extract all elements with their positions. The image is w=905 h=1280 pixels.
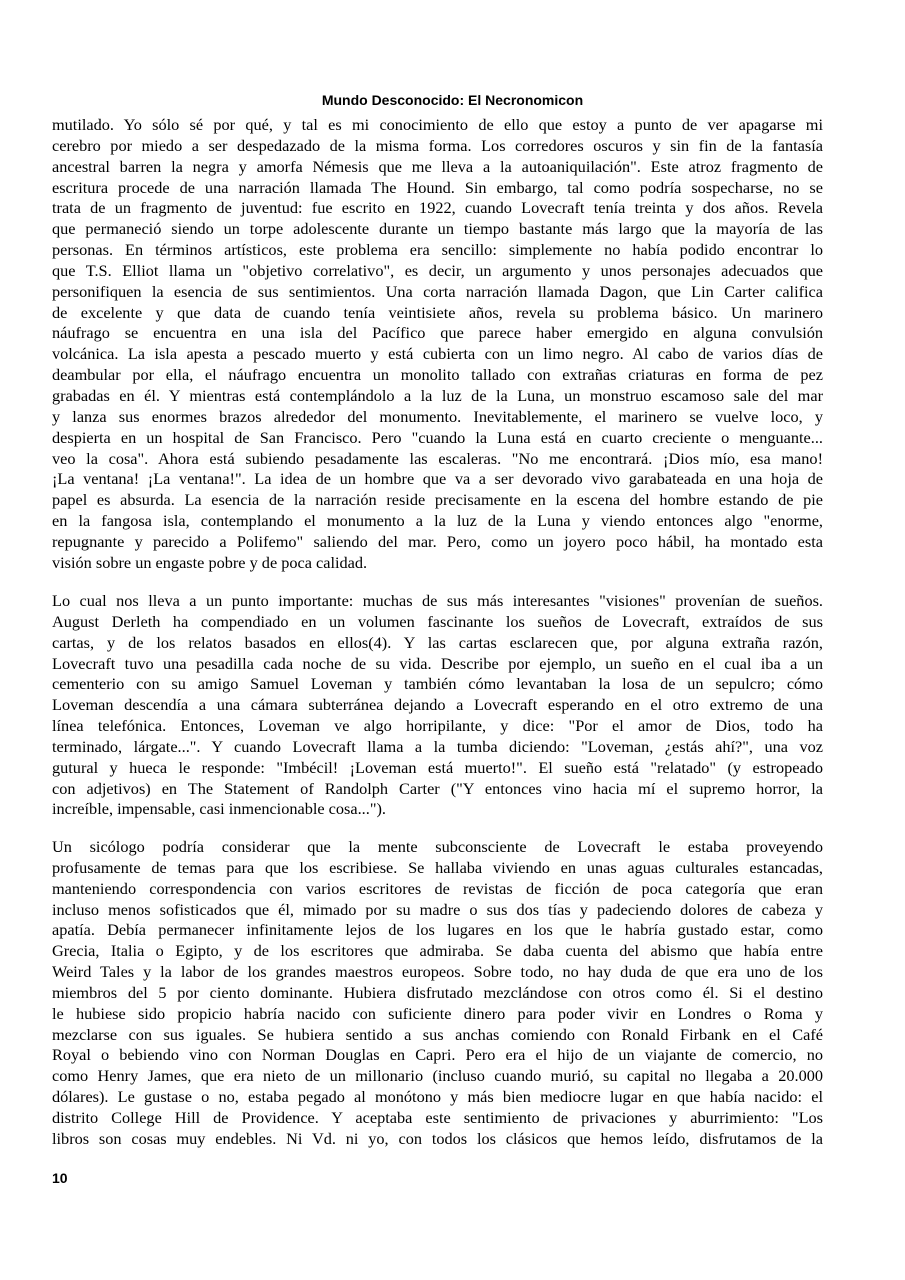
text-line: personifiquen la esencia de sus sentimientos. Una corta narración llamada Dagon, que Lin Carter califica [52, 281, 823, 301]
text-line: cementerio con su amigo Samuel Loveman y también cómo levantaban la losa de un sepulcro; cómo [52, 674, 823, 694]
text-line: ¡La ventana! ¡La ventana!". La idea de un hombre que va a ser devorado vivo garabateada en una hoja de [52, 469, 823, 489]
text-line: con adjetivos) en The Statement of Randolph Carter ("Y entonces vino hacia mí el supremo horror, la [52, 778, 823, 798]
text-line: le hubiese sido propicio habría nacido con suficiente dinero para poder vivir en Londres o Roma y [52, 1003, 823, 1023]
text-line: Royal o bebiendo vino con Norman Douglas en Capri. Pero era el hijo de un viajante de comercio, no [52, 1045, 823, 1065]
text-line: trata de un fragmento de juventud: fue escrito en 1922, cuando Lovecraft tenía treinta y dos años. Revela [52, 198, 823, 218]
text-line: manteniendo correspondencia con varios escritores de revistas de ficción de poca categoría que eran [52, 878, 823, 898]
text-line: gutural y hueca le responde: "Imbécil! ¡Loveman está muerto!". El sueño está "relatado" (y estropeado [52, 757, 823, 777]
text-line: náufrago se encuentra en una isla del Pacífico que parece haber emergido en alguna convulsión [52, 323, 823, 343]
text-line: apatía. Debía permanecer infinitamente lejos de los lugares en los que le habría gustado estar, como [52, 920, 823, 940]
text-line: profusamente de temas para que los escribiese. Se hallaba viviendo en unas aguas culturales estancadas, [52, 857, 823, 877]
text-line: Un sicólogo podría considerar que la mente subconsciente de Lovecraft le estaba proveyendo [52, 837, 823, 856]
text-line: y lanza sus enormes brazos alrededor del monumento. Inevitablemente, el marinero se vuelve loco, y [52, 406, 823, 426]
text-line: cerebro por miedo a ser despedazado de la misma forma. Los corredores oscuros y sin fin de la fantasía [52, 135, 823, 155]
paragraph [52, 591, 823, 820]
text-line: línea telefónica. Entonces, Loveman ve algo horripilante, y dice: "Por el amor de Dios, todo ha [52, 716, 823, 736]
text-line: miembros del 5 por ciento dominante. Hubiera disfrutado mezclándose con otros como él. Si el destino [52, 982, 823, 1002]
text-line: papel es absurda. La esencia de la narración reside precisamente en la escena del hombre estando de pie [52, 490, 823, 510]
text-line: veo la cosa". Ahora está subiendo pesadamente las escaleras. "No me encontrará. ¡Dios mío, esa mano! [52, 448, 823, 468]
paragraph [52, 115, 823, 574]
text-line: increíble, impensable, casi inmencionable cosa..."). [52, 799, 386, 819]
text-line: Lo cual nos lleva a un punto importante: muchas de sus más interesantes "visiones" provenían de sueños. [52, 591, 823, 610]
text-line: como Henry James, que era nieto de un millonario (incluso cuando murió, su capital no llegaba a 20.000 [52, 1066, 823, 1086]
text-line: de excelente y que data de cuando tenía veintisiete años, revela su problema básico. Un marinero [52, 302, 823, 322]
text-line: Weird Tales y la labor de los grandes maestros europeos. Sobre todo, no hay duda de que era uno de los [52, 962, 823, 982]
text-line: Grecia, Italia o Egipto, y de los escritores que admiraba. Se daba cuenta del abismo que había entre [52, 941, 823, 961]
paragraph [52, 837, 823, 1150]
text-line: Lovecraft tuvo una pesadilla cada noche de su vida. Describe por ejemplo, un sueño en el cual iba a un [52, 653, 823, 673]
text-line: mutilado. Yo sólo sé por qué, y tal es mi conocimiento de ello que estoy a punto de ver apagarse mi [52, 115, 823, 134]
text-line: personas. En términos artísticos, este problema era sencillo: simplemente no había podido encontrar lo [52, 240, 823, 260]
text-line: deambular por ella, el náufrago encuentra un monolito tallado con extrañas criaturas en forma de pez [52, 365, 823, 385]
text-line: que permaneció siendo un torpe adolescente durante un tiempo bastante más largo que la mayoría de las [52, 219, 823, 239]
text-line: distrito College Hill de Providence. Y aceptaba este sentimiento de privaciones y aburrimiento: "Los [52, 1107, 823, 1127]
text-line: escritura procede de una narración llamada The Hound. Sin embargo, tal como podría sospecharse, no se [52, 177, 823, 197]
text-line: incluso menos sofisticados que él, mimado por su madre o sus dos tías y padeciendo dolores de cabeza y [52, 899, 823, 919]
text-line: volcánica. La isla apesta a pescado muerto y está cubierta con un limo negro. Al cabo de varios días de [52, 344, 823, 364]
page-number: 10 [52, 1170, 68, 1186]
text-line: grabadas en él. Y mientras está contemplándolo a la luz de la Luna, un monstruo escamoso sale del mar [52, 385, 823, 405]
text-line: terminado, lárgate...". Y cuando Lovecraft llama a la tumba diciendo: "Loveman, ¿estás ahí?", una voz [52, 736, 823, 756]
text-line: ancestral barren la negra y amorfa Némesis que me lleva a la autoaniquilación". Este atroz fragmento de [52, 156, 823, 176]
text-line: en la fangosa isla, contemplando el monumento a la luz de la Luna y viendo entonces algo "enorme, [52, 511, 823, 531]
text-line: Loveman descendía a una cámara subterránea dejando a Lovecraft esperando en el otro extremo de una [52, 695, 823, 715]
running-header: Mundo Desconocido: El Necronomicon [321, 92, 584, 108]
text-line: que T.S. Elliot llama un "objetivo correlativo", es decir, un argumento y unos personajes adecuados que [52, 260, 823, 280]
text-line: August Derleth ha compendiado en un volumen fascinante los sueños de Lovecraft, extraídos de sus [52, 611, 823, 631]
text-line: libros son cosas muy endebles. Ni Vd. ni yo, con todos los clásicos que hemos leído, disfrutamos de la [52, 1128, 823, 1148]
text-line: cartas, y de los relatos basados en ellos(4). Y las cartas esclarecen que, por alguna extraña razón, [52, 632, 823, 652]
text-line: visión sobre un engaste pobre y de poca calidad. [52, 552, 368, 572]
text-line: despierta en un hospital de San Francisco. Pero "cuando la Luna está en cuarto creciente o menguante... [52, 427, 823, 447]
text-line: dólares). Le gustase o no, estaba pegado al monótono y más bien mediocre lugar en que había nacido: el [52, 1087, 823, 1107]
text-line: mezclarse con sus iguales. Se hubiera sentido a sus anchas comiendo con Ronald Firbank en el Café [52, 1024, 823, 1044]
text-line: repugnante y parecido a Polifemo" saliendo del mar. Pero, como un joyero poco hábil, ha montado esta [52, 531, 823, 551]
